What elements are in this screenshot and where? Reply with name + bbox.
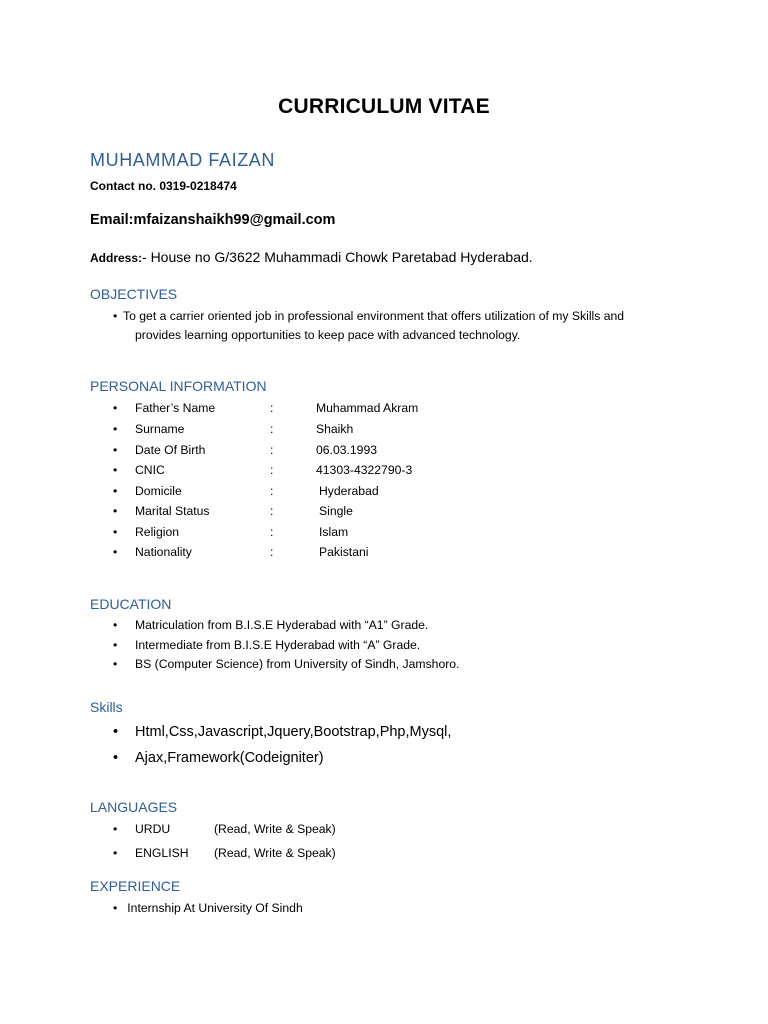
bullet: • bbox=[113, 638, 118, 652]
language-detail: (Read, Write & Speak) bbox=[214, 846, 336, 860]
skill-text: Ajax,Framework(Codeigniter) bbox=[135, 750, 324, 766]
skills-heading: Skills bbox=[90, 699, 123, 715]
experience-item bbox=[113, 901, 303, 915]
field-label: CNIC bbox=[135, 463, 165, 477]
field-value: 06.03.1993 bbox=[316, 443, 377, 457]
colon: : bbox=[270, 504, 274, 518]
education-text: BS (Computer Science) from University of Sindh, Jamshoro. bbox=[135, 657, 460, 671]
bullet: • bbox=[113, 525, 118, 539]
colon: : bbox=[270, 484, 274, 498]
bullet: • bbox=[113, 618, 118, 632]
education-text: Intermediate from B.I.S.E Hyderabad with “A” Grade. bbox=[135, 638, 421, 652]
experience-heading: EXPERIENCE bbox=[90, 878, 181, 894]
bullet: • bbox=[113, 846, 118, 860]
field-label: Surname bbox=[135, 422, 185, 436]
field-label: Date Of Birth bbox=[135, 443, 206, 457]
bullet: • bbox=[113, 750, 119, 766]
email-address: Email:mfaizanshaikh99@gmail.com bbox=[90, 212, 336, 228]
objectives-heading: OBJECTIVES bbox=[90, 286, 178, 302]
field-label: Domicile bbox=[135, 484, 182, 498]
education-text: Matriculation from B.I.S.E Hyderabad with “A1” Grade. bbox=[135, 618, 429, 632]
address-label: Address: bbox=[90, 251, 143, 265]
language-name: ENGLISH bbox=[135, 846, 189, 860]
field-value: Hyderabad bbox=[319, 484, 379, 498]
document-title: CURRICULUM VITAE bbox=[278, 95, 490, 118]
bullet: • bbox=[113, 484, 118, 498]
objective-line-1: To get a carrier oriented job in professional environment that offers utilization of my Skills and bbox=[123, 309, 625, 323]
address-value: - House no G/3622 Muhammadi Chowk Paretabad Hyderabad. bbox=[142, 249, 533, 265]
field-value: Pakistani bbox=[319, 545, 369, 559]
bullet: • bbox=[113, 309, 118, 323]
colon: : bbox=[270, 422, 274, 436]
bullet: • bbox=[113, 422, 118, 436]
objective-line-2: provides learning opportunities to keep pace with advanced technology. bbox=[135, 328, 521, 342]
field-value: 41303-4322790-3 bbox=[316, 463, 413, 477]
bullet: • bbox=[113, 443, 118, 457]
colon: : bbox=[270, 525, 274, 539]
colon: : bbox=[270, 443, 274, 457]
colon: : bbox=[270, 463, 274, 477]
bullet: • bbox=[113, 401, 118, 415]
bullet: • bbox=[113, 657, 118, 671]
bullet: • bbox=[113, 504, 118, 518]
field-value: Shaikh bbox=[316, 422, 354, 436]
address bbox=[90, 249, 533, 265]
contact-number: Contact no. 0319-0218474 bbox=[90, 179, 237, 193]
education-heading: EDUCATION bbox=[90, 596, 172, 612]
field-value: Muhammad Akram bbox=[316, 401, 419, 415]
bullet: • bbox=[113, 822, 118, 836]
field-label: Religion bbox=[135, 525, 180, 539]
language-name: URDU bbox=[135, 822, 171, 836]
bullet: • bbox=[113, 901, 118, 915]
applicant-name: MUHAMMAD FAIZAN bbox=[90, 150, 276, 170]
personal-info-heading: PERSONAL INFORMATION bbox=[90, 378, 267, 394]
bullet: • bbox=[113, 463, 118, 477]
field-value: Single bbox=[319, 504, 353, 518]
bullet: • bbox=[113, 724, 119, 740]
colon: : bbox=[270, 401, 274, 415]
field-value: Islam bbox=[319, 525, 349, 539]
languages-heading: LANGUAGES bbox=[90, 799, 178, 815]
objective-item bbox=[113, 307, 673, 345]
skill-text: Html,Css,Javascript,Jquery,Bootstrap,Php,Mysql, bbox=[135, 724, 452, 740]
field-label: Marital Status bbox=[135, 504, 210, 518]
field-label: Father’s Name bbox=[135, 401, 216, 415]
field-label: Nationality bbox=[135, 545, 192, 559]
bullet: • bbox=[113, 545, 118, 559]
experience-text: Internship At University Of Sindh bbox=[127, 901, 303, 915]
language-detail: (Read, Write & Speak) bbox=[214, 822, 336, 836]
colon: : bbox=[270, 545, 274, 559]
